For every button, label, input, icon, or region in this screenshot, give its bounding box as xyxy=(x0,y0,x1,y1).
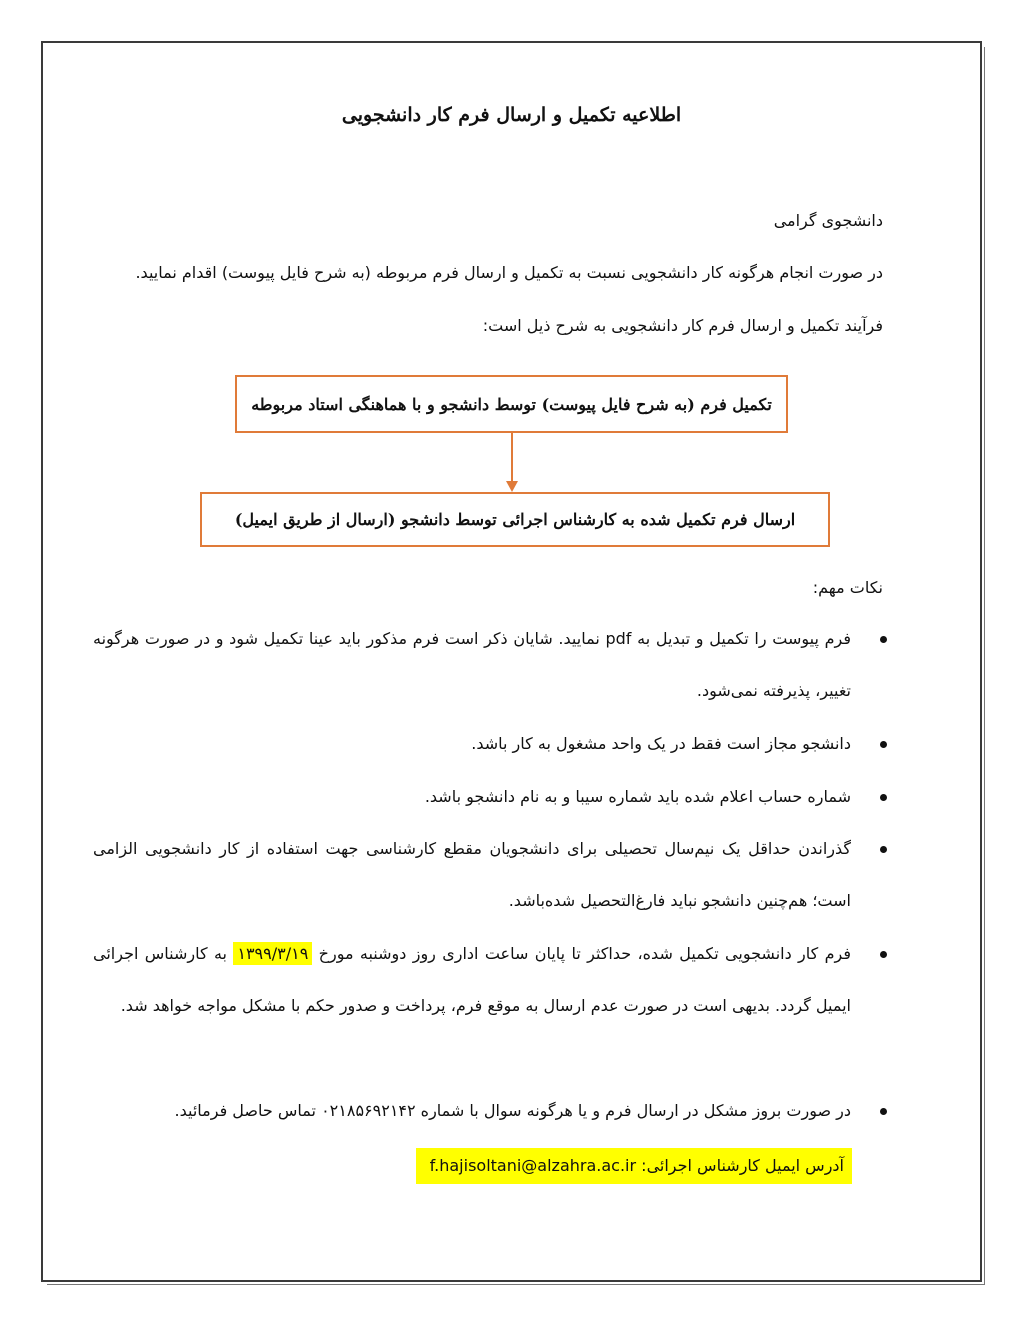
intro-paragraph: در صورت انجام هرگونه کار دانشجویی نسبت به تکمیل و ارسال فرم مربوطه (به شرح فایل پیوست) اقدام نمایید. xyxy=(135,263,883,282)
list-item xyxy=(93,1085,883,1137)
flow-arrow-line xyxy=(511,433,513,483)
bullet-icon xyxy=(880,1108,887,1115)
bullet-icon xyxy=(880,636,887,643)
contact-email-line xyxy=(416,1148,852,1184)
bullet-icon xyxy=(880,794,887,801)
notes-heading: نکات مهم: xyxy=(812,578,883,597)
note-text: دانشجو مجاز است فقط در یک واحد مشغول به کار باشد. xyxy=(471,734,851,753)
bullet-icon xyxy=(880,951,887,958)
list-item xyxy=(93,928,883,1032)
note-text xyxy=(93,928,851,1032)
greeting-text: دانشجوی گرامی xyxy=(773,211,883,230)
list-item xyxy=(93,718,883,770)
list-item xyxy=(93,823,883,927)
flow-step-fill-form: تکمیل فرم (به شرح فایل پیوست) توسط دانشجو و با هماهنگی استاد مربوطه xyxy=(235,375,788,433)
list-item xyxy=(93,613,883,717)
bullet-icon xyxy=(880,741,887,748)
list-item xyxy=(93,771,883,823)
flow-step-send-form: ارسال فرم تکمیل شده به کارشناس اجرائی توسط دانشجو (ارسال از طریق ایمیل) xyxy=(200,492,830,547)
bullet-icon xyxy=(880,846,887,853)
process-intro: فرآیند تکمیل و ارسال فرم کار دانشجویی به شرح ذیل است: xyxy=(482,316,883,335)
deadline-text-before: فرم کار دانشجویی تکمیل شده، حداکثر تا پایان ساعت اداری روز دوشنبه مورخ xyxy=(318,944,852,963)
arrow-down-icon xyxy=(506,481,518,492)
note-text: فرم پیوست را تکمیل و تبدیل به pdf نمایید. شایان ذکر است فرم مذکور باید عینا تکمیل شود و در صورت هرگونه تغییر، پذیرفته نمی‌شود. xyxy=(93,629,851,700)
note-text: شماره حساب اعلام شده باید شماره سیبا و به نام دانشجو باشد. xyxy=(424,787,851,806)
email-label: آدرس ایمیل کارشناس اجرائی: xyxy=(641,1156,844,1175)
deadline-text-after: به کارشناس اجرائی ایمیل گردد. بدیهی است در صورت عدم ارسال به موقع فرم، پرداخت و صدور حکم با مشکل مواجه خواهد شد. xyxy=(93,944,851,1015)
email-address[interactable]: f.hajisoltani@alzahra.ac.ir xyxy=(429,1156,637,1175)
note-text: در صورت بروز مشکل در ارسال فرم و یا هرگونه سوال با شماره ۰۲۱۸۵۶۹۲۱۴۲ تماس حاصل فرمائید. xyxy=(174,1101,851,1120)
note-text: گذراندن حداقل یک نیم‌سال تحصیلی برای دانشجویان مقطع کارشناسی جهت استفاده از کار دانشجویی الزامی است؛ هم‌چنین دانشجو نباید فارغ‌التحصیل شده‌باشد. xyxy=(93,839,851,910)
page-title: اطلاعیه تکمیل و ارسال فرم کار دانشجویی xyxy=(341,104,682,126)
deadline-date: ۱۳۹۹/۳/۱۹ xyxy=(233,942,312,965)
